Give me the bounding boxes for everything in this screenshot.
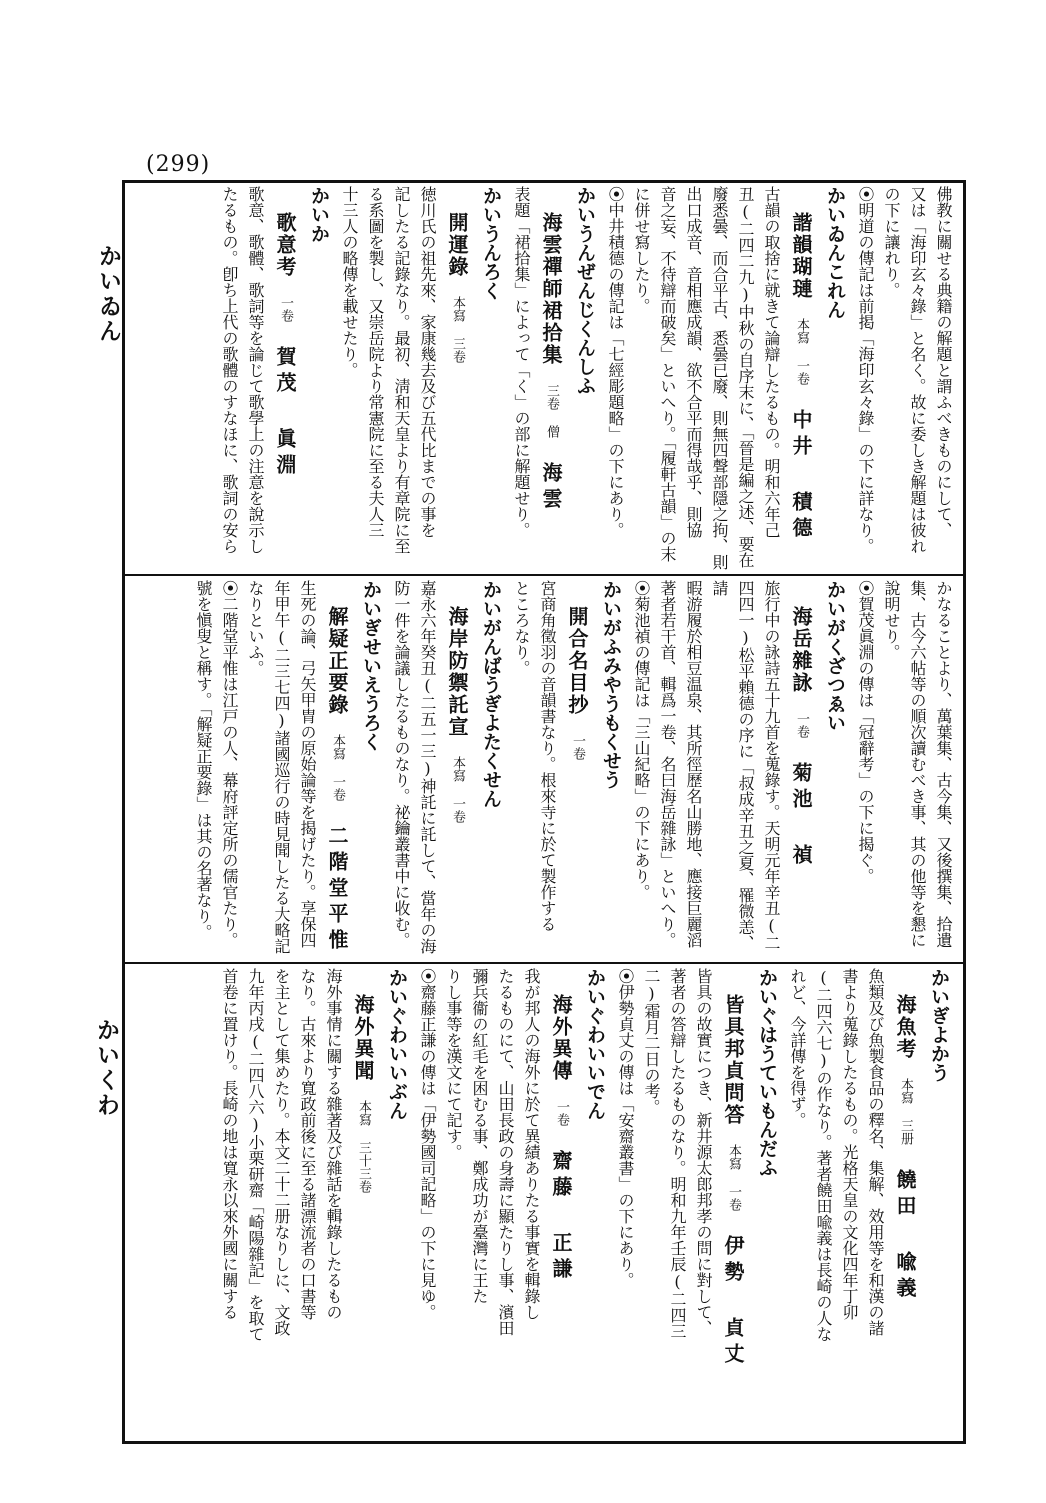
entry-volume-info: 本寫 三十三卷 xyxy=(356,1100,371,1193)
text-column: 防一件を論議したるものなり。祕鑰叢書中に收む。 xyxy=(392,580,411,948)
entry-reading: かいゐんこれん xyxy=(824,186,846,319)
text-column: 暇游履於相豆温泉、其所徑歷名山勝地、應接巨麗滔 xyxy=(684,580,703,948)
text-column: 歌意、歌體、歌詞等を論じて歌學上の注意を說示し xyxy=(246,186,265,554)
text-column: 宮商角徵羽の音韻書なり。根來寺に於て製作する xyxy=(538,580,557,932)
text-column: 說明せり。 xyxy=(882,580,901,660)
text-column: に併せ寫したり。 xyxy=(632,186,651,314)
entry-title-line xyxy=(534,186,568,570)
text-column: ⦿賀茂眞淵の傳は「冠辭考」の下に揭ぐ。 xyxy=(856,580,875,884)
text-column: 集、古今六帖等の順次讀むべき事、其の他等を懇に xyxy=(908,580,927,948)
text-column: の下に讓れり。 xyxy=(882,186,901,298)
text-column: たるものにて、山田長政の身壽に顯たりし事、濱田 xyxy=(496,968,515,1336)
entry-title-line xyxy=(544,968,578,1438)
text-column: なり。古來より寬政前後に至る諸漂流者の口書等 xyxy=(298,968,317,1320)
lower-tier xyxy=(128,968,960,1438)
entry-author: 二階堂平惟 xyxy=(325,825,349,955)
entry-volume-info: 一卷 xyxy=(278,296,293,322)
text-column: 又は「海印玄々錄」と名く。故に委しき解題は彼れ xyxy=(908,186,927,554)
entry-author: 齋藤 正謙 xyxy=(549,1150,573,1284)
entry-reading: かいうんぜんじくんしふ xyxy=(574,186,596,395)
text-column: を主として集めたり。本文二十二册なりしに、文政 xyxy=(272,968,291,1336)
entry-title-line xyxy=(346,968,380,1438)
entry-title-line xyxy=(440,186,474,570)
text-column: ⦿二階堂平惟は江戸の人、幕府評定所の儒官たり。 xyxy=(220,580,239,948)
entry-volume-info: 一卷 xyxy=(570,734,585,760)
entry-reading: かいか xyxy=(308,186,330,243)
text-column: たるもの。卽ち上代の歌體のすなほに、歌詞の安ら xyxy=(220,186,239,554)
entry-volume-info: 本寫 三卷 xyxy=(450,296,465,363)
entry-title-line xyxy=(888,968,922,1438)
entry-title-line xyxy=(560,580,594,958)
text-column: 九年丙戌(二四八六)小栗研齋「崎陽雜記」を取て xyxy=(246,968,265,1342)
text-column: 表題「裙拾集」によって「く」の部に解題せり。 xyxy=(512,186,531,538)
text-column: 古韻の取捨に就きて論辯したるもの。明和六年己 xyxy=(762,186,781,538)
entry-title: 開運錄 xyxy=(445,212,469,278)
entry-author: 饒田 喩義 xyxy=(893,1169,917,1303)
text-column: 魚類及び魚製食品の釋名、集解、效用等を和漢の諸 xyxy=(866,968,885,1336)
text-column: ⦿明道の傳記は前掲「海印玄々錄」の下に詳なり。 xyxy=(856,186,875,554)
running-head-lower: かいくわ xyxy=(93,1018,119,1118)
text-column: 生死の論、弓矢甲胄の原始論等を揭げたり。享保四 xyxy=(298,580,317,948)
entry-title: 皆具邦貞問答 xyxy=(721,994,745,1126)
text-column: 旅行中の詠詩五十九首を蒐錄す。天明元年辛丑(二 xyxy=(762,580,781,951)
entry-reading: かいぐわいいでん xyxy=(584,968,606,1120)
entry-title: 海雲禪師裙拾集 xyxy=(539,212,563,366)
entry-reading: かいがんばうぎよたくせん xyxy=(480,580,502,808)
entry-volume-info: 一卷 xyxy=(794,712,809,738)
entry-reading: かいぐはうていもんだふ xyxy=(756,968,778,1177)
text-column: 著者の答辯したるものなり。明和九年壬辰(二四三 xyxy=(668,968,687,1339)
text-column: りし事等を漢文にて記す。 xyxy=(444,968,463,1160)
entry-reading: かいがふみやうもくせう xyxy=(600,580,622,789)
entry-reading: かいがくざつゑい xyxy=(824,580,846,732)
text-column: 佛教に關せる典籍の解題と謂ふべきものにして、 xyxy=(934,186,953,538)
entry-title-line xyxy=(716,968,750,1438)
entry-title-line xyxy=(784,186,818,570)
text-column: ⦿齋藤正謙の傳は「伊勢國司記略」の下に見ゆ。 xyxy=(418,968,437,1320)
text-column: 十三人の略傳を載せたり。 xyxy=(340,186,359,378)
text-column: (二四六七)の作なり。著者饒田喩義は長崎の人な xyxy=(814,968,833,1342)
section-divider xyxy=(122,574,966,576)
text-column: 號を愼叟と稱す。「解疑正要錄」は其の名著なり。 xyxy=(194,580,213,940)
entry-title-line xyxy=(784,580,818,958)
entry-volume-info: 本寫 一卷 xyxy=(794,318,809,385)
text-column: 海外事情に關する雜著及び雜話を輯錄したるもの xyxy=(324,968,343,1320)
text-column: 徳川氏の祖先來、家康幾去及び五代比までの事を xyxy=(418,186,437,538)
entry-title: 歌意考 xyxy=(273,212,297,278)
text-column: 我が邦人の海外に於て異績ありたる事實を輯錄し xyxy=(522,968,541,1320)
text-column: 音之妄、不待辯而破矣」といへり。「履軒古韻」の末 xyxy=(658,186,677,562)
entry-volume-info: 本寫 一卷 xyxy=(726,1144,741,1211)
entry-volume-info: 本寫 一卷 xyxy=(330,734,345,801)
entry-volume-info: 本寫 一卷 xyxy=(450,756,465,823)
text-column: ⦿伊勢貞丈の傳は「安齋叢書」の下にあり。 xyxy=(616,968,635,1288)
entry-title-line xyxy=(320,580,354,958)
entry-title: 海外異傳 xyxy=(549,994,573,1082)
entry-reading: かいぐわいいぶん xyxy=(386,968,408,1120)
entry-title-line xyxy=(440,580,474,958)
text-column: なりといふ。 xyxy=(246,580,265,676)
entry-author: 海雲 xyxy=(539,462,563,514)
text-column: 皆具の故實につき、新井源太郎邦孝の問に對して、 xyxy=(694,968,713,1336)
text-column: 著者若干首、輯爲一卷、名曰海岳雜詠」といへり。 xyxy=(658,580,677,948)
entry-title: 諧韻瑚璉 xyxy=(789,212,813,300)
entry-author: 中井 積德 xyxy=(789,409,813,543)
page-number: (299) xyxy=(146,152,211,177)
section-divider xyxy=(122,962,966,964)
running-head-upper: かいゐん xyxy=(95,244,121,344)
text-column: れど、今詳傳を得ず。 xyxy=(788,968,807,1128)
upper-tier xyxy=(128,186,960,570)
text-column: ⦿菊池禎の傳記は「三山紀略」の下にあり。 xyxy=(632,580,651,900)
entry-reading: かいぎせいえうろく xyxy=(360,580,382,751)
text-column: 首卷に置けり。長崎の地は寬永以來外國に關する xyxy=(220,968,239,1320)
entry-title: 海外異聞 xyxy=(351,994,375,1082)
text-column: 嘉永六年癸丑(二五一三)神託に託して、當年の海 xyxy=(418,580,437,954)
entry-volume-info: 一卷 xyxy=(554,1100,569,1126)
text-column: 書より蒐錄したるもの。光格天皇の文化四年丁卯 xyxy=(840,968,859,1320)
text-column: 廢悉曇、而合平古、悉曇已廢、則無四聲部隱之拘、則 xyxy=(710,186,729,570)
text-column: ⦿中井積德の傳記は「七經彫題略」の下にあり。 xyxy=(606,186,625,538)
entry-reading: かいうんろく xyxy=(480,186,502,300)
entry-title: 開合名目抄 xyxy=(565,606,589,716)
entry-title: 海魚考 xyxy=(893,994,917,1060)
text-column: 二)霜月二日の考。 xyxy=(642,968,661,1115)
entry-author: 菊池 禎 xyxy=(789,762,813,870)
text-column: 出口成音、音相應成韻、欲不合平而得哉乎、則協 xyxy=(684,186,703,538)
text-column: 彌兵衞の紅毛を困むる事、鄭成功が臺灣に王た xyxy=(470,968,489,1304)
text-column: 記したる記錄なり。最初、淸和天皇より有章院に至 xyxy=(392,186,411,554)
entry-title: 解疑正要錄 xyxy=(325,606,349,716)
entry-reading: かいぎよかう xyxy=(928,968,950,1082)
text-column: 四四一)松平賴德の序に「叔成辛丑之夏、罹微恙、請 xyxy=(710,580,755,951)
text-column: 年甲午(二三七四)諸國巡行の時見聞したる大略記 xyxy=(272,580,291,954)
text-column: かなることより、萬葉集、古今集、又後撰集、拾遺 xyxy=(934,580,953,948)
text-column: ところなり。 xyxy=(512,580,531,676)
entry-title: 海岳雜詠 xyxy=(789,606,813,694)
entry-author: 賀茂 眞淵 xyxy=(273,346,297,480)
entry-volume-info: 三卷 僧 xyxy=(544,384,559,438)
entry-volume-info: 本寫 三册 xyxy=(898,1078,913,1145)
text-column: 丑(二四二九)中秋の自序末に、「晉是編之述、要在 xyxy=(736,186,755,568)
entry-title-line xyxy=(268,186,302,570)
text-column: る系圖を製し、又崇岳院より常憲院に至る夫人三 xyxy=(366,186,385,538)
middle-tier xyxy=(128,580,960,958)
entry-author: 伊勢 貞丈 xyxy=(721,1235,745,1369)
entry-title: 海岸防禦託宣 xyxy=(445,606,469,738)
